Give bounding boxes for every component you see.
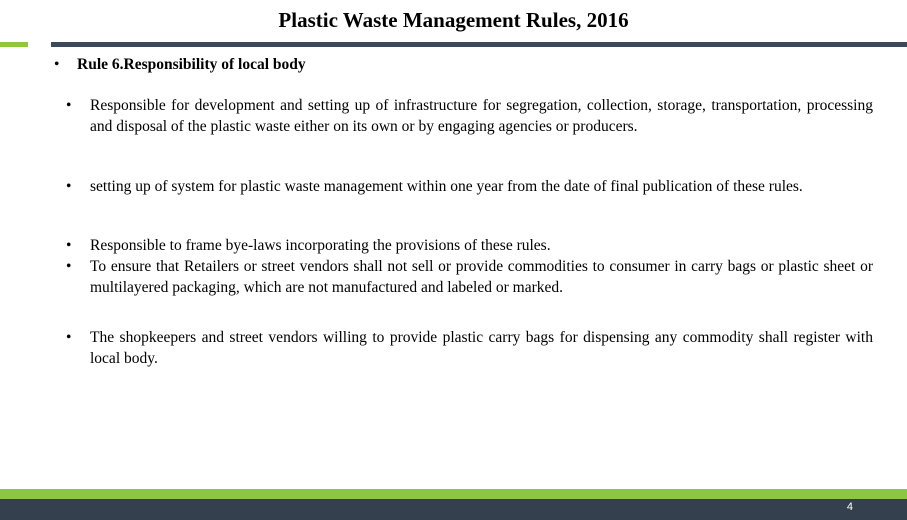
list-item-text: Responsible for development and setting up of infrastructure for segregation, collection, storage, transportation, processing and disposal of the plastic waste either on its own or by engaging agencies or producers. [90,97,873,135]
list-item-text: To ensure that Retailers or street vendors shall not sell or provide commodities to consumer in carry bags or plastic sheet or multilayered packaging, which are not manufactured and labeled or marked. [90,258,873,296]
top-dark-accent-bar [51,42,907,47]
bullet-icon: • [66,237,72,254]
bullet-icon: • [66,97,72,114]
bullet-icon: • [54,56,60,73]
list-item-text: Responsible to frame bye-laws incorporating the provisions of these rules. [90,237,551,254]
list-item [66,327,873,369]
rule-heading-bullet [54,54,306,75]
list-item [66,256,873,298]
bullet-icon: • [66,178,72,195]
top-green-accent-bar [0,42,28,47]
list-item-text: The shopkeepers and street vendors willing to provide plastic carry bags for dispensing any commodity shall register with local body. [90,329,873,367]
list-item [66,95,873,137]
slide-title: Plastic Waste Management Rules, 2016 [278,8,629,32]
list-item [66,235,873,256]
list-item-text: setting up of system for plastic waste management within one year from the date of final publication of these rules. [90,178,803,195]
page-number: 4 [846,501,853,513]
bullet-icon: • [66,258,72,275]
rule-heading: Rule 6.Responsibility of local body [77,56,306,73]
footer-bar [0,499,907,520]
list-item [66,176,873,197]
bottom-green-accent-bar [0,489,907,499]
bullet-icon: • [66,329,72,346]
